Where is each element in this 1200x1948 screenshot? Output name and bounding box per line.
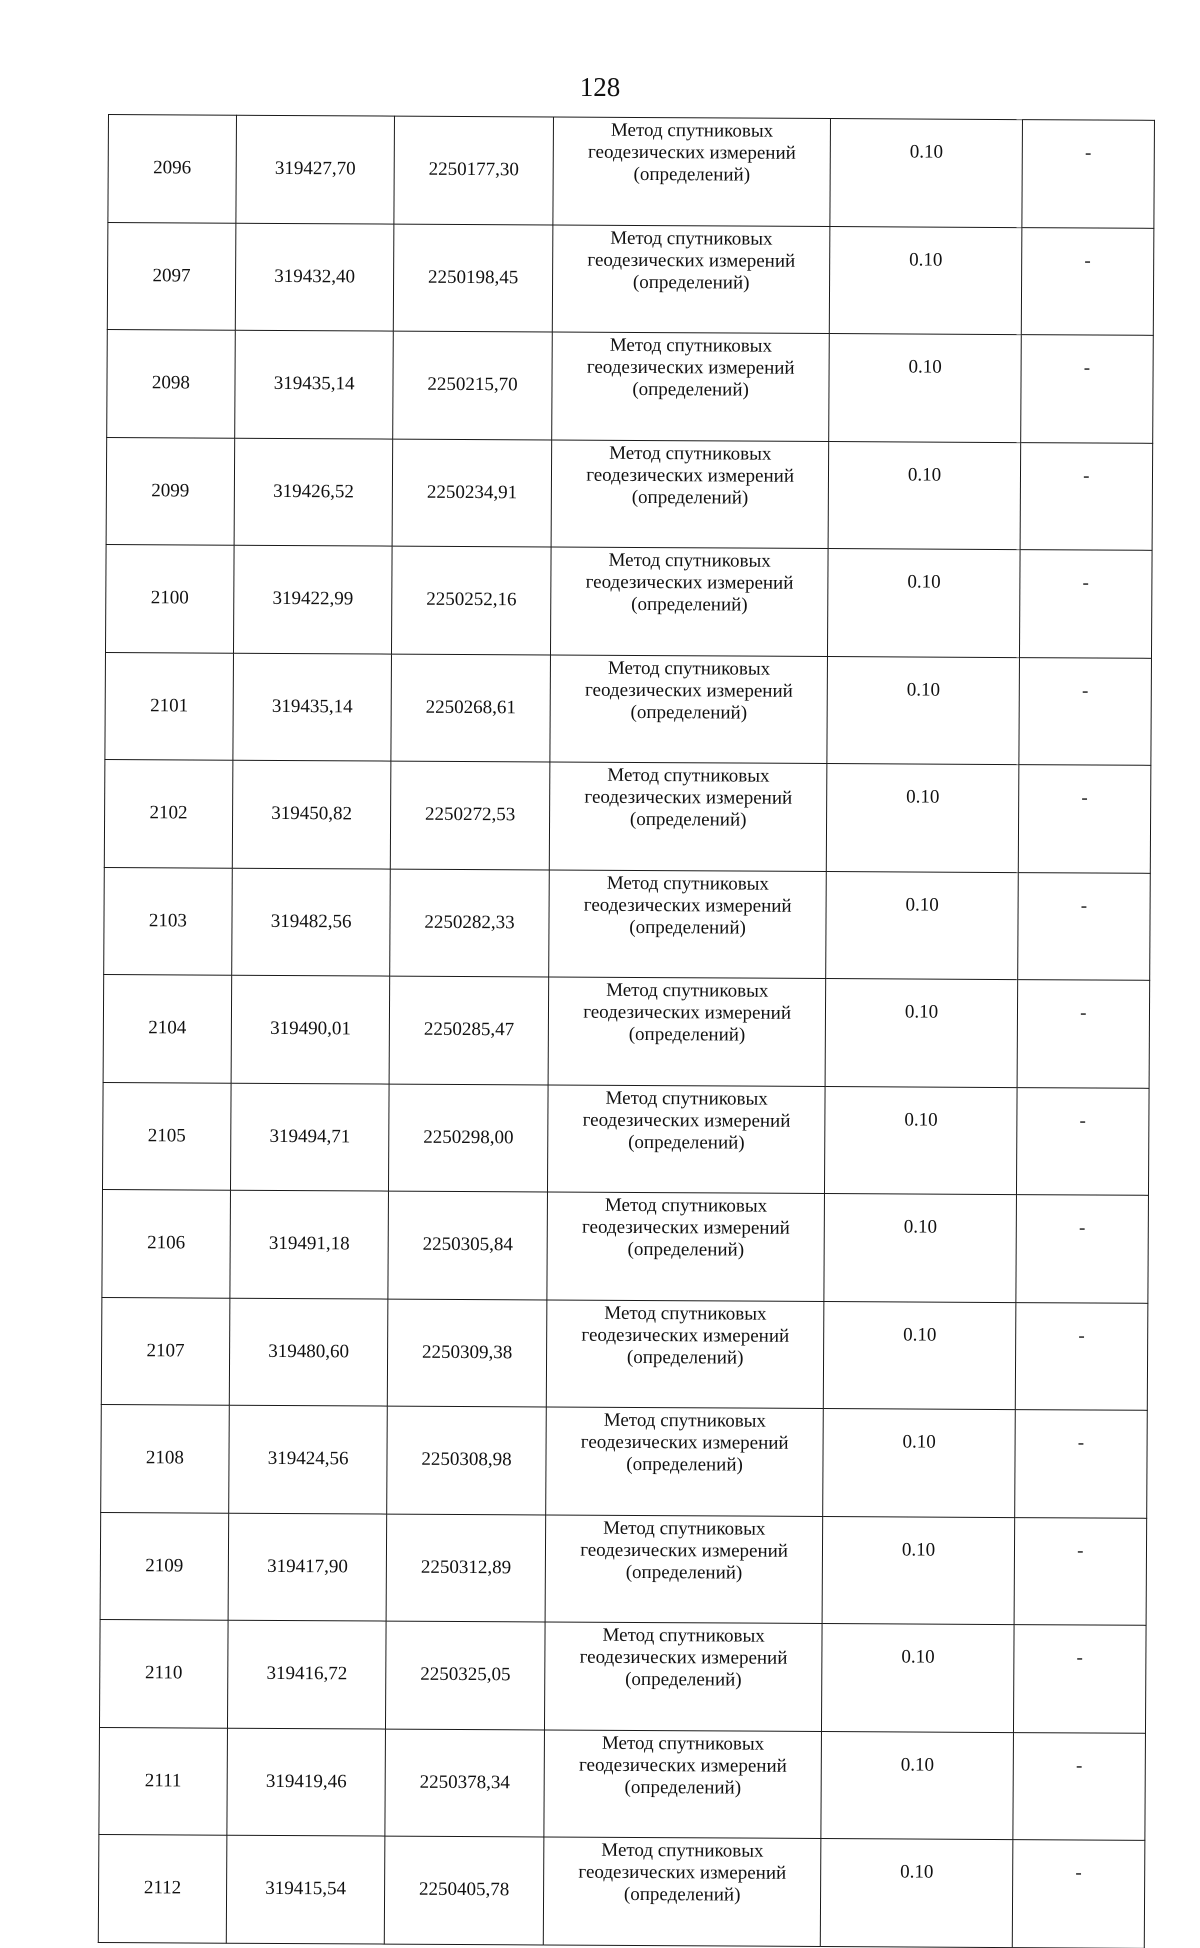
method-line: геодезических измерений <box>581 1324 790 1347</box>
method-cell <box>553 117 831 226</box>
method-line: (определений) <box>628 1131 745 1154</box>
y-coordinate-cell: 2250268,61 <box>391 654 550 762</box>
method-line: геодезических измерений <box>583 1001 792 1024</box>
method-cell <box>547 1084 825 1193</box>
y-coordinate-cell: 2250298,00 <box>389 1084 548 1192</box>
x-coordinate-cell: 319435,14 <box>235 330 394 438</box>
point-number-cell: 2105 <box>102 1082 230 1190</box>
x-coordinate-cell: 319424,56 <box>229 1405 388 1513</box>
table-row <box>107 329 1154 442</box>
method-line: геодезических измерений <box>584 679 793 702</box>
x-coordinate-cell: 319427,70 <box>236 115 395 223</box>
y-coordinate-cell: 2250378,34 <box>385 1729 544 1837</box>
method-line: геодезических измерений <box>583 894 792 917</box>
method-cell <box>552 224 830 333</box>
point-number-cell: 2107 <box>101 1297 229 1405</box>
accuracy-cell: 0.10 <box>830 226 1022 335</box>
method-line: Метод спутниковых <box>603 1517 766 1540</box>
method-cell <box>550 654 828 763</box>
point-number-cell: 2098 <box>107 329 235 437</box>
method-line: геодезических измерений <box>579 1646 788 1669</box>
note-cell: - <box>1019 657 1152 765</box>
method-line: (определений) <box>630 701 748 724</box>
accuracy-cell: 0.10 <box>824 1301 1016 1410</box>
method-line: (определений) <box>627 1238 745 1261</box>
method-line: (определений) <box>633 163 751 186</box>
table-row <box>103 974 1150 1087</box>
accuracy-cell: 0.10 <box>829 334 1021 443</box>
accuracy-cell: 0.10 <box>826 871 1018 980</box>
x-coordinate-cell: 319482,56 <box>232 868 391 976</box>
y-coordinate-cell: 2250312,89 <box>386 1514 545 1622</box>
point-number-cell: 2102 <box>104 759 232 867</box>
y-coordinate-cell: 2250325,05 <box>386 1621 545 1729</box>
y-coordinate-cell: 2250405,78 <box>385 1836 544 1944</box>
method-line: Метод спутниковых <box>610 119 774 142</box>
accuracy-cell: 0.10 <box>822 1624 1014 1733</box>
table-row <box>98 1834 1145 1947</box>
note-cell: - <box>1019 550 1152 658</box>
note-cell: - <box>1013 1732 1146 1840</box>
x-coordinate-cell: 319417,90 <box>228 1513 387 1621</box>
y-coordinate-cell: 2250305,84 <box>388 1191 547 1299</box>
x-coordinate-cell: 319480,60 <box>229 1298 388 1406</box>
method-line: (определений) <box>631 486 749 509</box>
accuracy-cell: 0.10 <box>825 1086 1017 1195</box>
note-cell: - <box>1014 1517 1147 1625</box>
point-number-cell: 2104 <box>103 974 231 1082</box>
table-row <box>106 437 1153 550</box>
table-row <box>99 1727 1146 1840</box>
method-line: Метод спутниковых <box>603 1409 767 1432</box>
note-cell: - <box>1022 120 1155 228</box>
method-line: (определений) <box>623 1883 741 1906</box>
note-cell: - <box>1014 1410 1147 1518</box>
method-line: геодезических измерений <box>578 1754 787 1777</box>
x-coordinate-cell: 319490,01 <box>231 975 390 1083</box>
method-cell <box>544 1622 822 1731</box>
note-cell: - <box>1012 1840 1145 1948</box>
y-coordinate-cell: 2250215,70 <box>393 331 552 439</box>
accuracy-cell: 0.10 <box>827 656 1019 765</box>
method-line: Метод спутниковых <box>605 1087 768 1110</box>
y-coordinate-cell: 2250252,16 <box>392 546 551 654</box>
method-line: Метод спутниковых <box>606 872 770 895</box>
table-row <box>105 544 1152 657</box>
method-cell <box>543 1837 821 1946</box>
table-row <box>105 652 1152 765</box>
method-cell <box>552 332 830 441</box>
coordinates-table <box>98 114 1155 1948</box>
point-number-cell: 2109 <box>100 1512 228 1620</box>
note-cell: - <box>1015 1302 1148 1410</box>
method-line: (определений) <box>631 593 748 616</box>
method-cell <box>547 1192 825 1301</box>
point-number-cell: 2099 <box>106 437 234 545</box>
point-number-cell: 2111 <box>99 1727 227 1835</box>
x-coordinate-cell: 319426,52 <box>234 438 393 546</box>
point-number-cell: 2110 <box>99 1619 227 1727</box>
y-coordinate-cell: 2250308,98 <box>387 1406 546 1514</box>
method-line: Метод спутниковых <box>602 1624 765 1647</box>
method-line: геодезических измерений <box>578 1861 787 1884</box>
method-line: (определений) <box>629 916 746 939</box>
method-line: (определений) <box>632 271 750 294</box>
table-row <box>102 1082 1149 1195</box>
method-line: Метод спутниковых <box>608 549 771 572</box>
point-number-cell: 2108 <box>101 1404 229 1512</box>
x-coordinate-cell: 319416,72 <box>227 1620 386 1728</box>
table-body <box>98 115 1154 1948</box>
method-line: геодезических измерений <box>586 464 795 487</box>
y-coordinate-cell: 2250272,53 <box>391 761 550 869</box>
method-line: геодезических измерений <box>580 1431 789 1454</box>
table-row <box>107 222 1154 335</box>
note-cell: - <box>1016 1195 1149 1303</box>
method-cell <box>550 547 828 656</box>
page-number: 128 <box>579 72 621 102</box>
x-coordinate-cell: 319435,14 <box>233 653 392 761</box>
note-cell: - <box>1016 1087 1149 1195</box>
method-line: геодезических измерений <box>584 786 793 809</box>
method-cell <box>548 977 826 1086</box>
method-cell <box>549 762 827 871</box>
method-line: Метод спутниковых <box>609 442 772 465</box>
accuracy-cell: 0.10 <box>828 549 1020 658</box>
x-coordinate-cell: 319419,46 <box>227 1728 386 1836</box>
method-line: Метод спутниковых <box>601 1732 765 1755</box>
y-coordinate-cell: 2250177,30 <box>394 116 553 224</box>
table-row <box>99 1619 1146 1732</box>
method-line: Метод спутниковых <box>610 227 773 250</box>
point-number-cell: 2096 <box>108 115 236 223</box>
y-coordinate-cell: 2250282,33 <box>390 869 549 977</box>
method-line: (определений) <box>626 1346 744 1369</box>
note-cell: - <box>1020 442 1153 550</box>
method-line: Метод спутниковых <box>607 657 771 680</box>
point-number-cell: 2103 <box>104 867 232 975</box>
note-cell: - <box>1018 765 1151 873</box>
accuracy-cell: 0.10 <box>824 1194 1016 1303</box>
method-line: Метод спутниковых <box>607 764 770 787</box>
method-line: Метод спутниковых <box>604 1302 767 1325</box>
method-line: (определений) <box>625 1668 742 1691</box>
accuracy-cell: 0.10 <box>827 764 1019 873</box>
method-line: (определений) <box>624 1776 742 1799</box>
method-line: геодезических измерений <box>587 249 796 272</box>
method-line: (определений) <box>625 1561 743 1584</box>
method-line: геодезических измерений <box>582 1109 791 1132</box>
method-line: геодезических измерений <box>585 571 794 594</box>
accuracy-cell: 0.10 <box>821 1731 1013 1840</box>
accuracy-cell: 0.10 <box>826 979 1018 1088</box>
method-line: (определений) <box>632 378 749 401</box>
x-coordinate-cell: 319494,71 <box>230 1083 389 1191</box>
method-line: Метод спутниковых <box>609 334 773 357</box>
note-cell: - <box>1020 335 1153 443</box>
y-coordinate-cell: 2250285,47 <box>389 976 548 1084</box>
note-cell: - <box>1017 872 1150 980</box>
accuracy-cell: 0.10 <box>823 1516 1015 1625</box>
point-number-cell: 2100 <box>105 544 233 652</box>
method-line: геодезических измерений <box>586 356 795 379</box>
point-number-cell: 2101 <box>105 652 233 760</box>
table-row <box>104 867 1151 980</box>
x-coordinate-cell: 319450,82 <box>232 760 391 868</box>
method-cell <box>551 439 829 548</box>
method-line: Метод спутниковых <box>606 979 769 1002</box>
y-coordinate-cell: 2250234,91 <box>392 439 551 547</box>
method-line: геодезических измерений <box>587 141 796 164</box>
method-line: (определений) <box>628 1023 746 1046</box>
method-cell <box>545 1514 823 1623</box>
method-line: Метод спутниковых <box>601 1839 764 1862</box>
y-coordinate-cell: 2250198,45 <box>394 224 553 332</box>
note-cell: - <box>1013 1625 1146 1733</box>
method-line: (определений) <box>629 808 747 831</box>
method-cell <box>546 1407 824 1516</box>
table-row <box>104 759 1151 872</box>
y-coordinate-cell: 2250309,38 <box>388 1299 547 1407</box>
accuracy-cell: 0.10 <box>829 441 1021 550</box>
table-row <box>108 115 1155 228</box>
accuracy-cell: 0.10 <box>821 1839 1013 1948</box>
method-cell <box>546 1299 824 1408</box>
x-coordinate-cell: 319422,99 <box>233 545 392 653</box>
method-line: геодезических измерений <box>581 1216 790 1239</box>
table-row <box>102 1189 1149 1302</box>
point-number-cell: 2112 <box>98 1834 226 1942</box>
method-line: геодезических измерений <box>580 1539 789 1562</box>
x-coordinate-cell: 319415,54 <box>226 1835 385 1943</box>
table-row <box>100 1512 1147 1625</box>
method-cell <box>549 869 827 978</box>
note-cell: - <box>1021 227 1154 335</box>
accuracy-cell: 0.10 <box>823 1409 1015 1518</box>
x-coordinate-cell: 319491,18 <box>230 1190 389 1298</box>
note-cell: - <box>1017 980 1150 1088</box>
table-row <box>101 1404 1148 1517</box>
x-coordinate-cell: 319432,40 <box>235 223 394 331</box>
point-number-cell: 2106 <box>102 1189 230 1297</box>
table-row <box>101 1297 1148 1410</box>
method-line: (определений) <box>626 1453 743 1476</box>
accuracy-cell: 0.10 <box>830 119 1022 228</box>
method-cell <box>544 1729 822 1838</box>
method-line: Метод спутниковых <box>604 1194 768 1217</box>
point-number-cell: 2097 <box>107 222 235 330</box>
